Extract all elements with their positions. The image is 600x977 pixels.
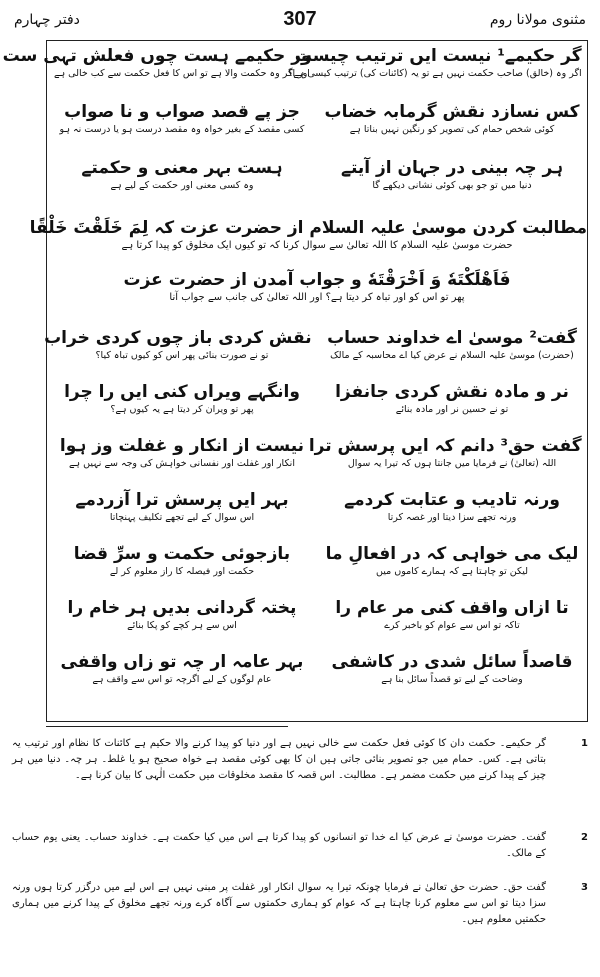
verse-left: جز پے قصد صواب و نا صواب [64,102,300,122]
translation-left: تو نے صورت بنائی پھر اس کو کیوں تباہ کیا؟ [95,350,269,361]
translation-right: لیکن تو چاہتا ہے کہ ہمارے کاموں میں [376,566,528,577]
section-heading [47,269,587,304]
volume-title: دفتر چہارم [14,12,80,28]
translation-left: اس سے ہر کچے کو پکا بنائے [127,620,237,631]
translation-left: اور اگر وہ حکمت والا ہے تو اس کا فعل حکمت سے کب خالی ہے [54,68,310,79]
page-header [14,8,586,36]
verse-left: بہر عامہ ار چہ تو زاں واقفی [60,652,304,672]
verse-right: کس نسازد نقش گرمابہ خضاب [324,102,580,122]
translation-right: دنیا میں تو جو بھی کوئی نشانی دیکھے گا [372,180,532,191]
translation-right: تاکہ تو اس سے عوام کو باخبر کرے [384,620,520,631]
verse-right: نر و مادہ نقش کردی جانفزا [335,382,569,402]
section-heading [29,217,587,252]
verse-left: وانگہے ویراں کنی ایں را چرا [64,382,300,402]
footnote [12,880,588,928]
translation-left: وہ کسی معنی اور حکمت کے لیے ہے [110,180,254,191]
footnote [12,736,588,784]
verse-right: لیک می خواہی کہ در افعالِ ما [325,544,579,564]
verse-left: ور حکیمے ہست چوں فعلش تہی ست [2,46,312,66]
verse-left: بازجوئی حکمت و سرِّ قضا [73,544,291,564]
footnote-number: 3 [581,882,588,893]
translation-right: ورنہ تجھے سزا دیتا اور غصہ کرتا [387,512,517,523]
translation-left: حکمت اور فیصلہ کا راز معلوم کر لے [109,566,255,577]
footnote-text: گفت۔ حضرت موسیٰ نے عرض کیا اے خدا تو انسانوں کو پیدا کرتا ہے اس میں کیا حکمت ہے۔ خداوند حساب۔ یعنی یوم حساب کے مالک۔ [12,832,546,859]
heading-text: مطالبت کردن موسیٰ علیہ السلام از حضرت عزت کہ لِمَ خَلَقْتَ خَلْقًا [29,218,587,238]
verse-right: قاصداً سائل شدی در کاشفی [331,652,573,672]
verse-left: ہست بہر معنی و حکمتے [81,158,283,178]
verse-right: تا ازاں واقف کنی مر عام را [335,598,569,618]
verse-left: پختہ گردانی بدیں ہر خام را [67,598,297,618]
translation-right: کوئی شخص حمام کی تصویر کو رنگین نہیں بناتا ہے [349,124,555,135]
verse-right: ہر چہ بینی در جہان از آیتے [340,158,564,178]
footnote-number: 2 [581,832,588,843]
translation-right: (حضرت) موسیٰ علیہ السلام نے عرض کیا اے محاسبہ کے مالک [330,350,574,361]
footnote-number: 1 [581,738,588,749]
footnote [12,830,588,862]
footnote-text: گفت حق۔ حضرت حق تعالیٰ نے فرمایا چونکہ تیرا یہ سوال انکار اور غفلت پر مبنی نہیں ہے اس لیے میں درگزر کرتا ہوں ورنہ سزا دیتا تو اس سے معلوم کرنا چاہتا ہے کہ عوام کو ہماری حکمتوں سے آگاہ کرے ورنہ تجھے مخلوق کے پیدا کرنے میں ہماری حکمتیں معلوم ہیں۔ [12,882,546,925]
footnote-divider [46,726,288,727]
verse-right: گفت حق³ دانم کہ ایں پرسش ترا [308,436,582,456]
verse-left: نقش کردی باز چوں کردی خراب [44,328,312,348]
verse-right: ورنہ تادیب و عتابت کردمے [344,490,560,510]
heading-gloss: حضرت موسیٰ علیہ السلام کا اللہ تعالیٰ سے سوال کرنا کہ تو کیوں ایک مخلوق کو پیدا کرتا ہے [121,240,513,251]
translation-left: پھر تو ویران کر دیتا ہے یہ کیوں ہے؟ [110,404,254,415]
heading-gloss: پھر تو اس کو اور تباہ کر دیتا ہے؟ اور اللہ تعالیٰ کی جانب سے جواب آنا [169,292,465,303]
translation-left: کسی مقصد کے بغیر خواہ وہ مقصد درست ہو یا درست نہ ہو [59,124,305,135]
verse-right: گفت² موسیٰ اے خداوند حساب [327,328,577,348]
page-number: 307 [283,8,317,30]
verse-frame [2,40,588,722]
heading-text: فَاَهْلَکْتَهٗ وَ اَخْرَقْتَهٗ و جواب آمدن از حضرت عزت [123,270,511,290]
translation-left: انکار اور غفلت اور نفسانی خواہش کی وجہ سے نہیں ہے [68,458,295,469]
translation-right: اللہ (تعالیٰ) نے فرمایا میں جانتا ہوں کہ تیرا یہ سوال [347,458,557,469]
translation-left: اس سوال کے لیے تجھے تکلیف پہنچاتا [109,512,255,523]
translation-left: عام لوگوں کے لیے اگرچہ تو اس سے واقف ہے [92,674,272,685]
translation-right: وضاحت کے لیے تو قصداً سائل بنا ہے [381,674,523,685]
translation-right: اگر وہ (خالق) صاحب حکمت نہیں ہے تو یہ (کائنات کی) ترتیب کیسی ہے؟ [288,68,582,79]
verse-left: نیست از انکار و غفلت وز ہوا [59,436,305,456]
verse-left: بہر ایں پرسش ترا آزردمے [75,490,289,510]
translation-right: تو نے حسین نر اور مادہ بنائے [395,404,509,415]
book-title: مثنوی مولانا روم [489,12,586,28]
verse-right: گر حکیمے¹ نیست ایں ترتیب چیست [294,46,582,66]
footnote-text: گر حکیمے۔ حکمت دان کا کوئی فعل حکمت سے خالی نہیں ہے اور دنیا کو پیدا کرنے والا حکیم ہے کائنات کا نظام اور ترتیب یہ بتاتی ہے۔ کس۔ حمام میں جو تصویر بنائی جاتی ہیں ان کا بھی کوئی مقصد ہے خواہ صحیح ہو یا غلط۔ ہر چہ۔ دنیا میں ہر چیز کے پیدا کرنے میں حکمت مضمر ہے۔ مطالبت۔ اس قصہ کا مقصد مخلوقات میں حکمت الٰہی کا بیان کرنا ہے۔ [12,738,546,781]
